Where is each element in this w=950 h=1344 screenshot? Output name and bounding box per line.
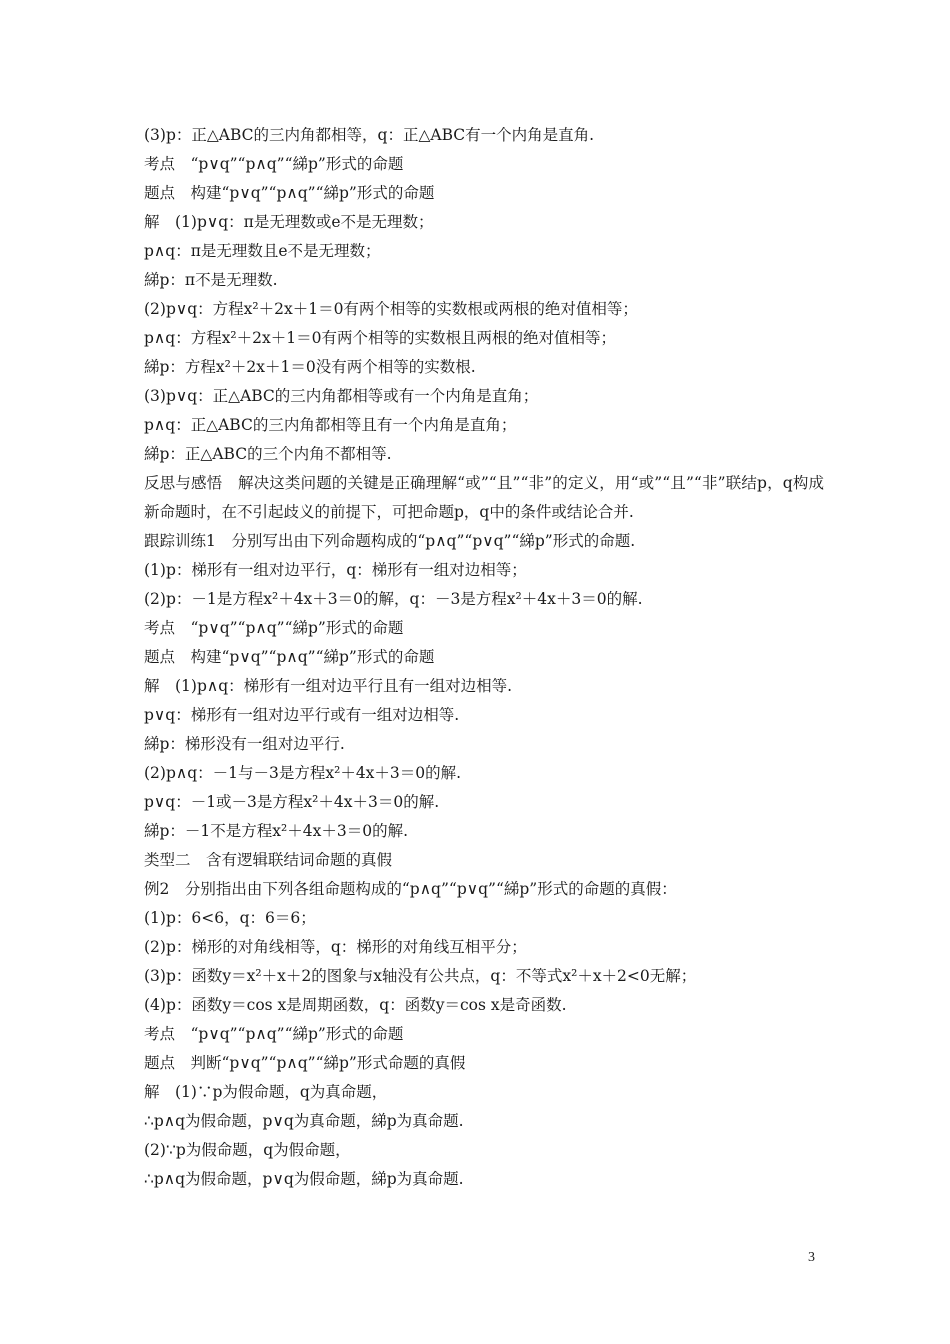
text-line: (2)p：梯形的对角线相等，q：梯形的对角线互相平分； bbox=[144, 938, 527, 956]
text-line: 考点 “p∨q”“p∧q”“綈p”形式的命题 bbox=[144, 619, 404, 637]
text-line: p∧q：方程x²＋2x＋1＝0有两个相等的实数根且两根的绝对值相等； bbox=[144, 329, 616, 347]
text-line: (3)p：函数y＝x²＋x＋2的图象与x轴没有公共点，q：不等式x²＋x＋2<0无解； bbox=[144, 967, 697, 985]
text-line: ∴p∧q为假命题，p∨q为假命题，綈p为真命题. bbox=[144, 1170, 464, 1188]
page-number: 3 bbox=[808, 1250, 815, 1265]
text-line: 綈p：π不是无理数. bbox=[144, 271, 278, 289]
text-line: 跟踪训练1 分别写出由下列命题构成的“p∧q”“p∨q”“綈p”形式的命题. bbox=[144, 532, 636, 550]
reflection-paragraph: 反思与感悟 解决这类问题的关键是正确理解“或”“且”“非”的定义，用“或”“且”“非”联结p，q构成新命题时，在不引起歧义的前提下，可把命题p，q中的条件或结论合并. bbox=[144, 474, 824, 521]
text-line: 解 (1)p∨q：π是无理数或e不是无理数； bbox=[144, 213, 434, 231]
text-line: p∧q：正△ABC的三内角都相等且有一个内角是直角； bbox=[144, 416, 517, 434]
text-line: (2)p∨q：方程x²＋2x＋1＝0有两个相等的实数根或两根的绝对值相等； bbox=[144, 300, 638, 318]
text-line: 考点 “p∨q”“p∧q”“綈p”形式的命题 bbox=[144, 155, 404, 173]
text-line: 题点 构建“p∨q”“p∧q”“綈p”形式的命题 bbox=[144, 648, 435, 666]
text-line: (4)p：函数y＝cos x是周期函数，q：函数y＝cos x是奇函数. bbox=[144, 996, 567, 1014]
text-line: 题点 构建“p∨q”“p∧q”“綈p”形式的命题 bbox=[144, 184, 435, 202]
text-line: (1)p：6<6，q：6＝6； bbox=[144, 909, 316, 927]
section-heading: 类型二 含有逻辑联结词命题的真假 bbox=[144, 851, 393, 869]
text-line: p∧q：π是无理数且e不是无理数； bbox=[144, 242, 381, 260]
text-line: 题点 判断“p∨q”“p∧q”“綈p”形式命题的真假 bbox=[144, 1054, 466, 1072]
text-line: 綈p：梯形没有一组对边平行. bbox=[144, 735, 345, 753]
text-line: p∨q：梯形有一组对边平行或有一组对边相等. bbox=[144, 706, 460, 724]
text-line: (2)p：－1是方程x²＋4x＋3＝0的解，q：－3是方程x²＋4x＋3＝0的解. bbox=[144, 590, 643, 608]
text-line: 綈p：－1不是方程x²＋4x＋3＝0的解. bbox=[144, 822, 408, 840]
text-line: 綈p：正△ABC的三个内角不都相等. bbox=[144, 445, 392, 463]
text-line: ∴p∧q为假命题，p∨q为真命题，綈p为真命题. bbox=[144, 1112, 464, 1130]
text-line: 綈p：方程x²＋2x＋1＝0没有两个相等的实数根. bbox=[144, 358, 476, 376]
text-line: (3)p：正△ABC的三内角都相等，q：正△ABC有一个内角是直角. bbox=[144, 126, 595, 144]
text-line: 解 (1)∵p为假命题，q为真命题， bbox=[144, 1083, 388, 1101]
text-line: 例2 分别指出由下列各组命题构成的“p∧q”“p∨q”“綈p”形式的命题的真假： bbox=[144, 880, 677, 898]
text-line: 考点 “p∨q”“p∧q”“綈p”形式的命题 bbox=[144, 1025, 404, 1043]
text-line: (1)p：梯形有一组对边平行，q：梯形有一组对边相等； bbox=[144, 561, 527, 579]
document-body bbox=[144, 121, 824, 1194]
text-line: p∨q：－1或－3是方程x²＋4x＋3＝0的解. bbox=[144, 793, 440, 811]
text-line: (2)∵p为假命题，q为假命题， bbox=[144, 1141, 351, 1159]
text-line: (3)p∨q：正△ABC的三内角都相等或有一个内角是直角； bbox=[144, 387, 539, 405]
text-line: (2)p∧q：－1与－3是方程x²＋4x＋3＝0的解. bbox=[144, 764, 462, 782]
text-line: 解 (1)p∧q：梯形有一组对边平行且有一组对边相等. bbox=[144, 677, 513, 695]
